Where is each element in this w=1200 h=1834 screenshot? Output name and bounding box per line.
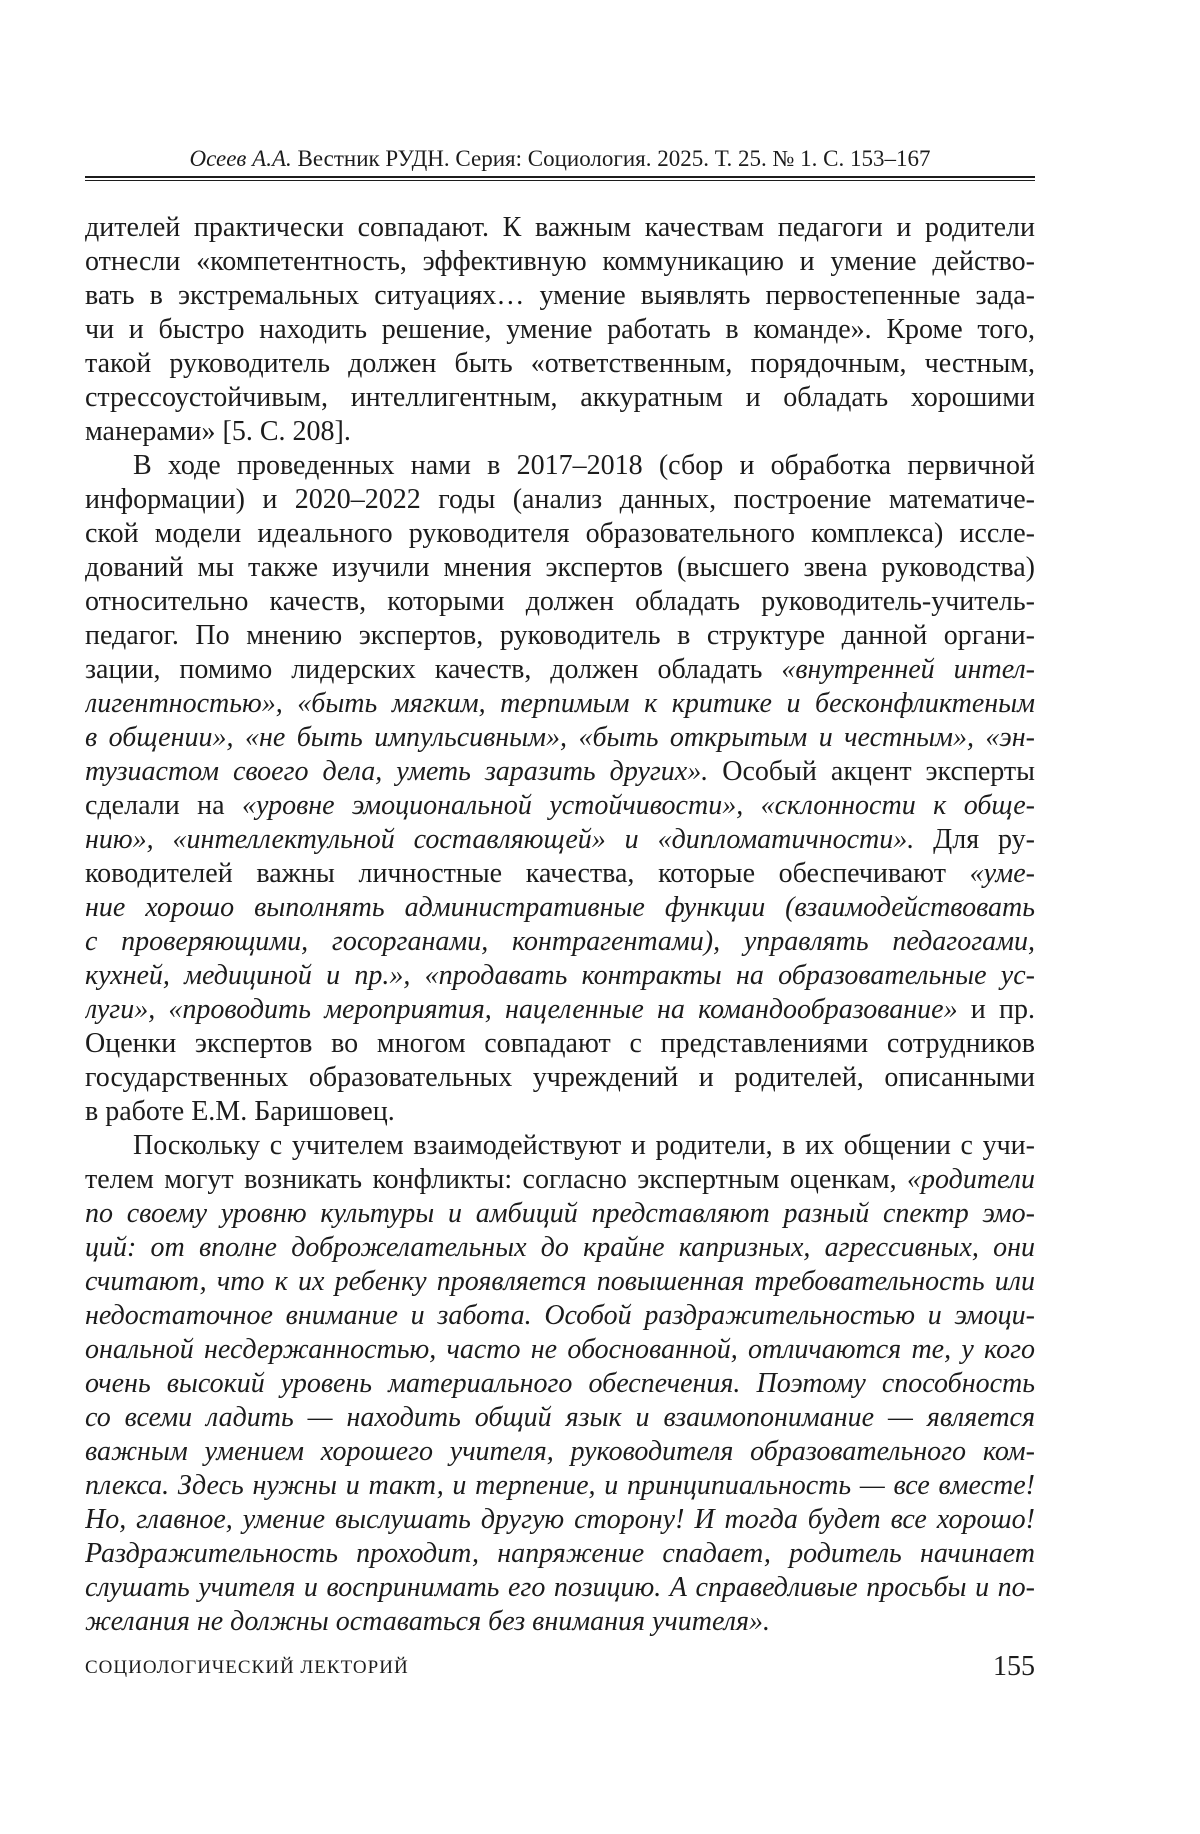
text-line [85, 619, 1035, 653]
text-line [85, 1299, 1035, 1333]
text-run: ководителей важны личностные качества, которые обеспечивают [85, 858, 970, 889]
italic-text-run: по своему уровню культуры и амбиций представляют разный спектр эмо- [85, 1198, 1035, 1229]
text-run: Оценки экспертов во многом совпадают с представлениями сотрудников [85, 1028, 1035, 1059]
footer-section-label: СОЦИОЛОГИЧЕСКИЙ ЛЕКТОРИЙ [85, 1657, 409, 1678]
italic-text-run: ций: от вполне доброжелательных до крайне капризных, агрессивных, они [85, 1232, 1035, 1263]
text-line [85, 1537, 1035, 1571]
text-run: государственных образовательных учреждений и родителей, описанными [85, 1062, 1035, 1093]
italic-text-run: важным умением хорошего учителя, руководителя образовательного ком- [85, 1436, 1035, 1467]
italic-text-run: кухней, медициной и пр.», «продавать контракты на образовательные ус- [85, 960, 1035, 991]
italic-text-run: желания не должны оставаться без внимания учителя». [85, 1606, 770, 1637]
text-run: Для ру- [914, 824, 1035, 855]
italic-text-run: со всеми ладить — находить общий язык и взаимопонимание — является [85, 1402, 1035, 1433]
text-line [85, 1503, 1035, 1537]
text-line [85, 823, 1035, 857]
italic-text-run: «родители [907, 1164, 1035, 1195]
text-line [85, 993, 1035, 1027]
italic-text-run: недостаточное внимание и забота. Особой раздражительностью и эмоци- [85, 1300, 1035, 1331]
text-line [85, 381, 1035, 415]
text-run: ской модели идеального руководителя образовательного комплекса) иссле- [85, 518, 1035, 549]
text-line [85, 1401, 1035, 1435]
text-run: информации) и 2020–2022 годы (анализ данных, построение математиче- [85, 484, 1035, 515]
text-line [85, 857, 1035, 891]
running-header [85, 146, 1035, 172]
italic-text-run: тузиастом своего дела, уметь заразить других». [85, 756, 709, 787]
italic-text-run: нию», «интеллектульной составляющей» и «дипломатичности». [85, 824, 915, 855]
italic-text-run: считают, что к их ребенку проявляется повышенная требовательность или [85, 1266, 1035, 1297]
text-line [85, 1333, 1035, 1367]
page-body [85, 211, 1035, 1639]
italic-text-run: «уме- [969, 858, 1035, 889]
italic-text-run: Раздражительность проходит, напряжение спадает, родитель начинает [85, 1538, 1035, 1569]
text-line [85, 1027, 1035, 1061]
paragraph [85, 211, 1035, 449]
text-line [85, 1163, 1035, 1197]
italic-text-run: Но, главное, умение выслушать другую сторону! И тогда будет все хорошо! [85, 1504, 1035, 1535]
text-line [85, 891, 1035, 925]
text-line [85, 1265, 1035, 1299]
text-run: стрессоустойчивым, интеллигентным, аккуратным и обладать хорошими [85, 382, 1035, 413]
text-run: чи и быстро находить решение, умение работать в команде». Кроме того, [85, 314, 1035, 345]
text-line [85, 1435, 1035, 1469]
text-line [85, 551, 1035, 585]
text-line [85, 1061, 1035, 1095]
italic-text-run: с проверяющими, госорганами, контрагентами), управлять педагогами, [85, 926, 1035, 957]
text-line [85, 415, 1035, 449]
text-line [85, 755, 1035, 789]
text-line [85, 1469, 1035, 1503]
text-line [85, 721, 1035, 755]
text-line [85, 1605, 1035, 1639]
text-run: В ходе проведенных нами в 2017–2018 (сбор и обработка первичной [133, 450, 1035, 481]
text-line [85, 1231, 1035, 1265]
italic-text-run: ональной несдержанностью, часто не обоснованной, отличаются те, у кого [85, 1334, 1035, 1365]
text-line [85, 1129, 1035, 1163]
italic-text-run: ние хорошо выполнять административные функции (взаимодействовать [85, 892, 1035, 923]
italic-text-run: луги», «проводить мероприятия, нацеленные на командообразование» [85, 994, 958, 1025]
text-run: дителей практически совпадают. К важным качествам педагоги и родители [85, 212, 1035, 243]
text-line [85, 449, 1035, 483]
text-line [85, 1095, 1035, 1129]
text-run: манерами» [5. С. 208]. [85, 416, 351, 447]
italic-text-run: очень высокий уровень материального обеспечения. Поэтому способность [85, 1368, 1035, 1399]
text-run: отнесли «компетентность, эффективную коммуникацию и умение действо- [85, 246, 1035, 277]
italic-text-run: в общении», «не быть импульсивным», «быть открытым и честным», «эн- [85, 722, 1035, 753]
text-line [85, 347, 1035, 381]
text-line [85, 279, 1035, 313]
paragraph [85, 449, 1035, 1129]
text-run: телем могут возникать конфликты: согласно экспертным оценкам, [85, 1164, 908, 1195]
text-run: в работе Е.М. Баришовец. [85, 1096, 395, 1127]
italic-text-run: лигентностью», «быть мягким, терпимым к критике и бесконфликтеным [85, 688, 1035, 719]
text-line [85, 687, 1035, 721]
text-line [85, 1571, 1035, 1605]
text-line [85, 517, 1035, 551]
italic-text-run: плекса. Здесь нужны и такт, и терпение, и принципиальность — все вместе! [85, 1470, 1035, 1501]
text-line [85, 925, 1035, 959]
text-run: зации, помимо лидерских качеств, должен обладать [85, 654, 782, 685]
text-run: вать в экстремальных ситуациях… умение выявлять первостепенные зада- [85, 280, 1035, 311]
text-run: сделали на [85, 790, 243, 821]
text-line [85, 1367, 1035, 1401]
text-line [85, 585, 1035, 619]
text-line [85, 483, 1035, 517]
header-author: Осеев А.А. [189, 146, 292, 171]
text-line [85, 313, 1035, 347]
text-run: и пр. [957, 994, 1035, 1025]
italic-text-run: слушать учителя и воспринимать его позицию. А справедливые просьбы и по- [85, 1572, 1035, 1603]
header-rule [85, 176, 1035, 181]
text-line [85, 1197, 1035, 1231]
text-line [85, 245, 1035, 279]
header-citation: Вестник РУДН. Серия: Социология. 2025. Т. 25. № 1. С. 153–167 [291, 146, 931, 171]
italic-text-run: «внутренней интел- [781, 654, 1035, 685]
paragraph [85, 1129, 1035, 1639]
italic-text-run: «уровне эмоциональной устойчивости», «склонности к обще- [242, 790, 1035, 821]
footer-page-number: 155 [993, 1651, 1035, 1682]
text-run: Особый акцент эксперты [708, 756, 1035, 787]
text-line [85, 653, 1035, 687]
text-run: относительно качеств, которыми должен обладать руководитель-учитель- [85, 586, 1035, 617]
text-run: такой руководитель должен быть «ответственным, порядочным, честным, [85, 348, 1035, 379]
text-run: педагог. По мнению экспертов, руководитель в структуре данной органи- [85, 620, 1035, 651]
text-line [85, 789, 1035, 823]
text-line [85, 211, 1035, 245]
text-run: дований мы также изучили мнения экспертов (высшего звена руководства) [85, 552, 1035, 583]
text-run: Поскольку с учителем взаимодействуют и родители, в их общении с учи- [133, 1130, 1035, 1161]
text-line [85, 959, 1035, 993]
